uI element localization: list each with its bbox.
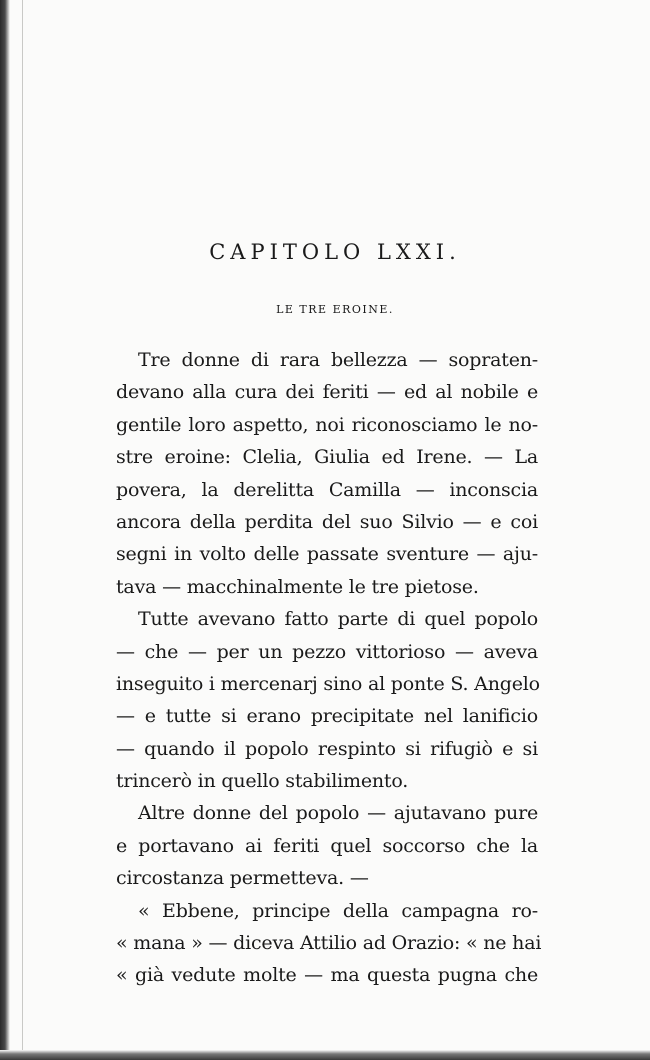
text-line: — quando il popolo respinto si rifugiò e si — [116, 737, 538, 760]
body-text — [116, 344, 542, 992]
text-line: gentile loro aspetto, noi riconosciamo le no- — [116, 413, 538, 436]
page-fold-line — [22, 0, 23, 1060]
text-line: Tutte avevano fatto parte di quel popolo — [138, 608, 538, 631]
text-line: trincerò in quello stabilimento. — [116, 770, 409, 793]
paragraph-4 — [116, 895, 542, 992]
text-line: Altre donne del popolo — ajutavano pure — [138, 802, 538, 825]
text-line: « mana » — diceva Attilio ad Orazio: « ne hai — [116, 932, 542, 955]
text-line: stre eroine: Clelia, Giulia ed Irene. — La — [116, 446, 538, 469]
text-line: devano alla cura dei feriti — ed al nobile e — [116, 381, 538, 404]
chapter-title: CAPITOLO LXXI. — [209, 240, 461, 264]
text-line: e portavano ai feriti quel soccorso che la — [116, 834, 538, 857]
text-line: « già vedute molte — ma questa pugna che — [116, 964, 538, 987]
paragraph-3 — [116, 797, 538, 894]
text-line: segni in volto delle passate sventure — aju- — [116, 543, 538, 566]
text-line: circostanza permetteva. — — [116, 867, 369, 890]
text-line: ancora della perdita del suo Silvio — e coi — [116, 510, 538, 533]
page-gutter-edge — [0, 0, 10, 1060]
page-bottom-edge — [0, 1050, 650, 1060]
text-line: — e tutte si erano precipitate nel lanificio — [116, 705, 538, 728]
text-line: povera, la derelitta Camilla — inconscia — [116, 478, 538, 501]
text-line: tava — macchinalmente le tre pietose. — [116, 575, 479, 598]
paragraph-1 — [116, 344, 538, 603]
chapter-subtitle: LE TRE EROINE. — [276, 303, 394, 316]
text-line: — che — per un pezzo vittorioso — aveva — [116, 640, 538, 663]
text-line: « Ebbene, principe della campagna ro- — [138, 899, 538, 922]
paragraph-2 — [116, 603, 538, 797]
text-line: inseguito i mercenarj sino al ponte S. Angelo — [116, 672, 540, 695]
text-line: Tre donne di rara bellezza — sopraten- — [138, 349, 538, 371]
